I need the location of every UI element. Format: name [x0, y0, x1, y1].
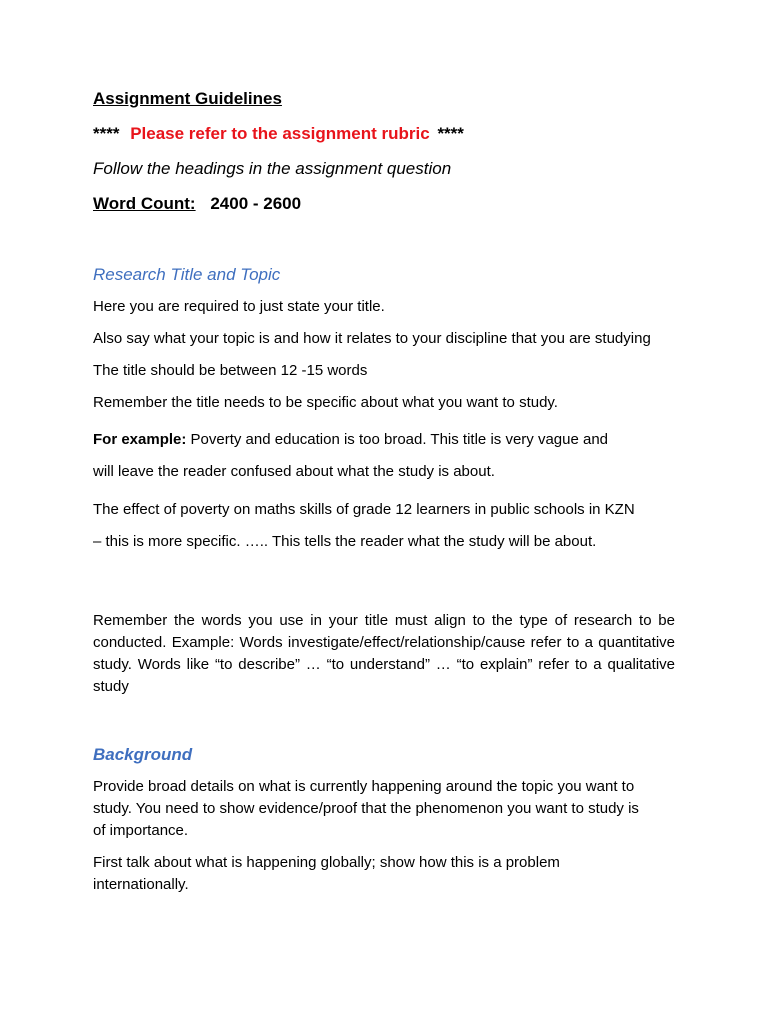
- research-paragraph-1: Here you are required to just state your title.: [93, 298, 385, 315]
- example-paragraph: [93, 424, 675, 488]
- example-label: For example:: [93, 431, 187, 448]
- word-count-label: Word Count:: [93, 194, 196, 213]
- research-paragraph-2: Also say what your topic is and how it relates to your discipline that you are studying: [93, 330, 651, 347]
- rubric-notice: [93, 121, 675, 147]
- word-count-value: 2400 - 2600: [210, 194, 302, 213]
- background-paragraph-1: Provide broad details on what is currently happening around the topic you want to study. You need to show evidence/proof that the phenomenon you want to study is of importance.: [93, 778, 639, 839]
- research-title-heading: Research Title and Topic: [93, 265, 281, 284]
- specific-example-line-2: – this is more specific. ….. This tells the reader what the study will be about.: [93, 533, 597, 550]
- specific-example-line-1: The effect of poverty on maths skills of grade 12 learners in public schools in KZN: [93, 501, 635, 518]
- research-paragraph-3: The title should be between 12 -15 words: [93, 362, 368, 379]
- specific-example-paragraph: [93, 494, 675, 558]
- rubric-text: Please refer to the assignment rubric: [130, 124, 430, 143]
- example-text: Poverty and education is too broad. This title is very vague and: [186, 431, 609, 448]
- follow-headings-note: Follow the headings in the assignment question: [93, 159, 452, 178]
- rubric-prefix: ****: [93, 124, 120, 143]
- background-heading: Background: [93, 745, 193, 764]
- rubric-suffix: ****: [437, 124, 464, 143]
- document-title: Assignment Guidelines: [93, 89, 282, 108]
- research-paragraph-4: Remember the title needs to be specific about what you want to study.: [93, 394, 558, 411]
- example-text-2: will leave the reader confused about what the study is about.: [93, 463, 495, 480]
- document-page: [93, 86, 675, 896]
- word-count: [93, 191, 675, 217]
- background-paragraph-2: First talk about what is happening globally; show how this is a problem internationally.: [93, 854, 560, 893]
- research-paragraph-align: Remember the words you use in your title must align to the type of research to be conducted. Example: Words investigate/effect/relationship/cause refer to a quantitative study. Words like “to describe” … “to understand” … “to explain” refer to a qualitative study: [93, 612, 675, 695]
